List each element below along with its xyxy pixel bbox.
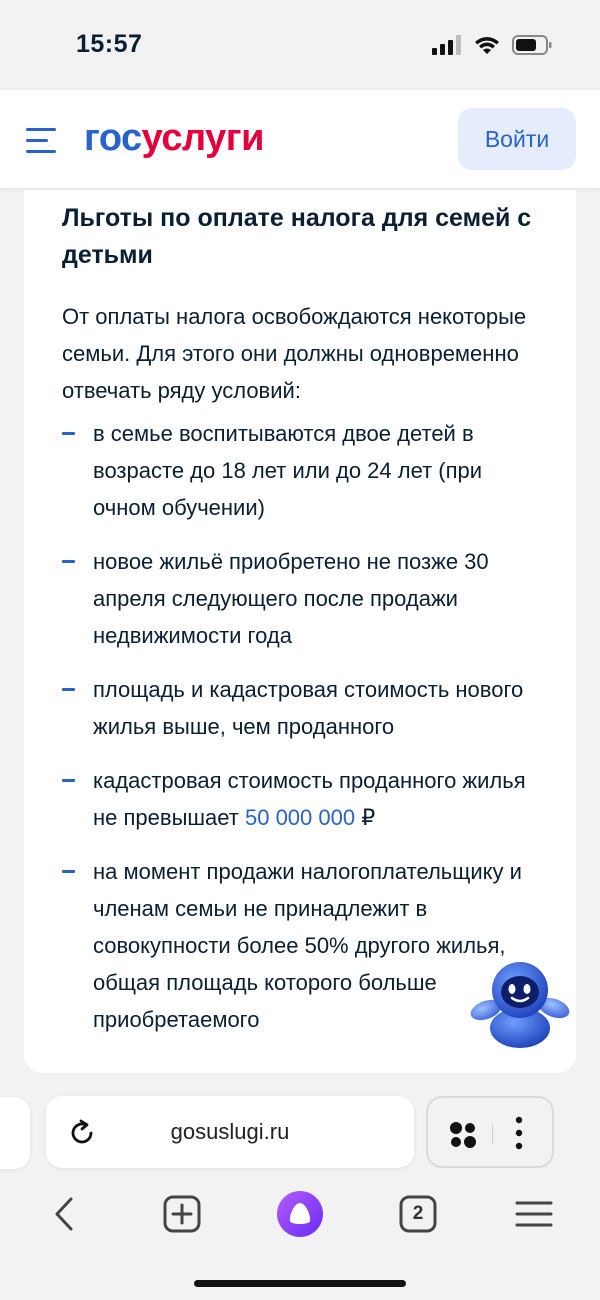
gosuslugi-logo[interactable] <box>84 116 264 160</box>
battery-icon <box>512 35 552 55</box>
back-icon <box>52 1196 76 1232</box>
browser-menu-pill <box>426 1096 554 1168</box>
list-item <box>62 671 538 745</box>
app-header <box>0 90 600 188</box>
menu-button[interactable] <box>514 1194 554 1234</box>
alice-button[interactable] <box>276 1190 324 1238</box>
browser-bar <box>0 1082 600 1300</box>
status-icons <box>432 30 552 60</box>
condition-text: на момент продажи налогоплательщику и членам семьи не принадлежит в совокупности более 50% другого жилья, общая площадь которого больше приобретаемого <box>93 859 522 1032</box>
apps-icon[interactable] <box>448 1120 478 1150</box>
condition-text: новое жильё приобретено не позже 30 апреля следующего после продажи недвижимости года <box>93 549 489 648</box>
condition-text: площадь и кадастровая стоимость нового жилья выше, чем проданного <box>93 677 524 739</box>
list-item <box>62 853 538 1038</box>
list-item <box>62 543 538 654</box>
browser-nav-row <box>0 1186 600 1242</box>
list-item <box>62 762 538 836</box>
dash-bullet-icon <box>62 432 75 435</box>
cellular-signal-icon <box>432 35 462 55</box>
robot-assistant-icon[interactable] <box>468 958 572 1050</box>
home-indicator[interactable] <box>194 1280 406 1287</box>
alice-icon <box>276 1190 324 1238</box>
condition-text: кадастровая стоимость проданного жилья не превышает <box>93 768 526 830</box>
condition-text: в семье воспитываются двое детей в возрасте до 18 лет или до 24 лет (при очном обучении) <box>93 421 483 520</box>
address-bar[interactable] <box>46 1096 414 1168</box>
new-tab-icon <box>163 1195 201 1233</box>
tabs-count: 2 <box>412 1203 424 1224</box>
list-item <box>62 415 538 526</box>
status-time: 15:57 <box>76 30 143 58</box>
pill-divider <box>492 1124 493 1144</box>
benefits-card <box>24 190 576 1073</box>
previous-tab-preview[interactable] <box>0 1097 30 1169</box>
dash-bullet-icon <box>62 779 75 782</box>
menu-icon <box>515 1200 553 1228</box>
dash-bullet-icon <box>62 688 75 691</box>
new-tab-button[interactable] <box>162 1194 202 1234</box>
amount-link[interactable]: 50 000 000 <box>244 805 356 830</box>
dash-bullet-icon <box>62 870 75 873</box>
url-text: gosuslugi.ru <box>170 1119 290 1144</box>
logo-part-gos: гос <box>84 117 142 159</box>
currency-sign: ₽ <box>361 805 376 830</box>
card-title: Льготы по оплате налога для семей с детьми <box>62 204 532 269</box>
back-button[interactable] <box>44 1194 84 1234</box>
card-intro: От оплаты налога освобождаются некоторые семьи. Для этого они должны одновременно отвечать ряду условий: <box>62 304 527 403</box>
login-button[interactable]: Войти <box>458 108 576 170</box>
status-bar <box>0 0 600 90</box>
dash-bullet-icon <box>62 560 75 563</box>
tabs-button[interactable] <box>398 1194 438 1234</box>
wifi-icon <box>474 35 500 55</box>
logo-part-uslugi: услуги <box>141 117 264 159</box>
more-vertical-icon[interactable] <box>514 1116 524 1150</box>
hamburger-menu-icon[interactable] <box>26 128 60 154</box>
conditions-list <box>62 415 538 1038</box>
